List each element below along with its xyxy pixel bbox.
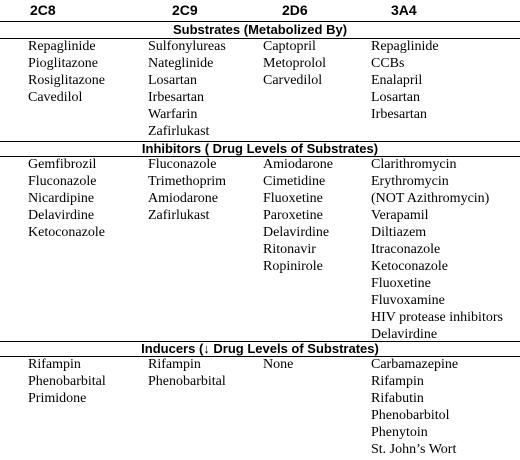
drug-name: Paroxetine	[263, 208, 323, 223]
substrates-2d6-list	[263, 38, 326, 89]
drug-name: None	[263, 357, 294, 372]
drug-name: Nicardipine	[28, 191, 95, 206]
drug-name: Fluoxetine	[371, 276, 431, 291]
drug-name: Phenobarbitol	[371, 408, 450, 423]
drug-name: CCBs	[371, 56, 405, 71]
drug-name: Repaglinide	[371, 39, 439, 54]
column-header-2d6: 2D6	[282, 2, 308, 18]
drug-name: Zafirlukast	[148, 124, 210, 139]
drug-name: Fluconazole	[28, 174, 97, 189]
drug-name: Delavirdine	[371, 327, 438, 342]
drug-name: Primidone	[28, 391, 87, 406]
inhibitors-2c8-list	[28, 156, 105, 241]
inhibitors-3a4-list	[371, 156, 503, 343]
drug-name: Delavirdine	[263, 225, 330, 240]
drug-name: Fluconazole	[148, 157, 217, 172]
drug-name: Rosiglitazone	[28, 73, 105, 88]
section-title-inhibitors: Inhibitors ( Drug Levels of Substrates)	[141, 141, 379, 156]
drug-name: Phenytoin	[371, 425, 428, 440]
drug-name: Cavedilol	[28, 90, 83, 105]
inducers-2d6-list	[263, 356, 293, 373]
drug-name: Ketoconazole	[28, 225, 105, 240]
drug-name: Metoprolol	[263, 56, 326, 71]
drug-name: Carvedilol	[263, 73, 323, 88]
drug-name: Sulfonylureas	[148, 39, 226, 54]
column-header-3a4: 3A4	[391, 2, 417, 18]
drug-name: Phenobarbital	[28, 374, 106, 389]
drug-name: Diltiazem	[371, 225, 427, 240]
drug-name: Ritonavir	[263, 242, 316, 257]
drug-name: Rifampin	[371, 374, 424, 389]
section-title-substrates: Substrates (Metabolized By)	[172, 22, 348, 37]
substrates-3a4-list	[371, 38, 439, 123]
drug-name: Fluoxetine	[263, 191, 323, 206]
drug-name: Nateglinide	[148, 56, 214, 71]
substrates-2c8-list	[28, 38, 105, 106]
drug-name: Gemfibrozil	[28, 157, 97, 172]
drug-name: Irbesartan	[148, 90, 204, 105]
drug-name: Ropinirole	[263, 259, 323, 274]
drug-name: (NOT Azithromycin)	[371, 191, 490, 206]
drug-name: Enalapril	[371, 73, 423, 88]
drug-name: St. John’s Wort	[371, 442, 457, 457]
drug-name: Warfarin	[148, 107, 198, 122]
inhibitors-2d6-list	[263, 156, 333, 275]
drug-name: Trimethoprim	[148, 174, 227, 189]
drug-name: Delavirdine	[28, 208, 95, 223]
inducers-3a4-list	[371, 356, 458, 458]
drug-name: Captopril	[263, 39, 316, 54]
drug-name: HIV protease inhibitors	[371, 310, 503, 325]
drug-name: Losartan	[148, 73, 197, 88]
drug-name: Rifampin	[28, 357, 81, 372]
drug-name: Repaglinide	[28, 39, 96, 54]
drug-name: Phenobarbital	[148, 374, 226, 389]
drug-name: Erythromycin	[371, 174, 449, 189]
drug-name: Verapamil	[371, 208, 429, 223]
substrates-2c9-list	[148, 38, 226, 140]
drug-name: Rifampin	[148, 357, 201, 372]
inducers-2c8-list	[28, 356, 106, 407]
drug-name: Clarithromycin	[371, 157, 457, 172]
section-title-inducers: Inducers (↓ Drug Levels of Substrates)	[141, 341, 379, 356]
column-header-2c9: 2C9	[172, 2, 198, 18]
inducers-2c9-list	[148, 356, 226, 390]
drug-name: Rifabutin	[371, 391, 424, 406]
drug-name: Losartan	[371, 90, 420, 105]
drug-name: Zafirlukast	[148, 208, 210, 223]
drug-name: Amiodarone	[263, 157, 333, 172]
drug-name: Cimetidine	[263, 174, 326, 189]
drug-name: Carbamazepine	[371, 357, 459, 372]
inhibitors-2c9-list	[148, 156, 226, 224]
drug-name: Ketoconazole	[371, 259, 448, 274]
drug-name: Itraconazole	[371, 242, 441, 257]
drug-name: Irbesartan	[371, 107, 427, 122]
drug-name: Amiodarone	[148, 191, 218, 206]
drug-name: Fluvoxamine	[371, 293, 445, 308]
column-header-2c8: 2C8	[30, 2, 56, 18]
drug-name: Pioglitazone	[28, 56, 98, 71]
